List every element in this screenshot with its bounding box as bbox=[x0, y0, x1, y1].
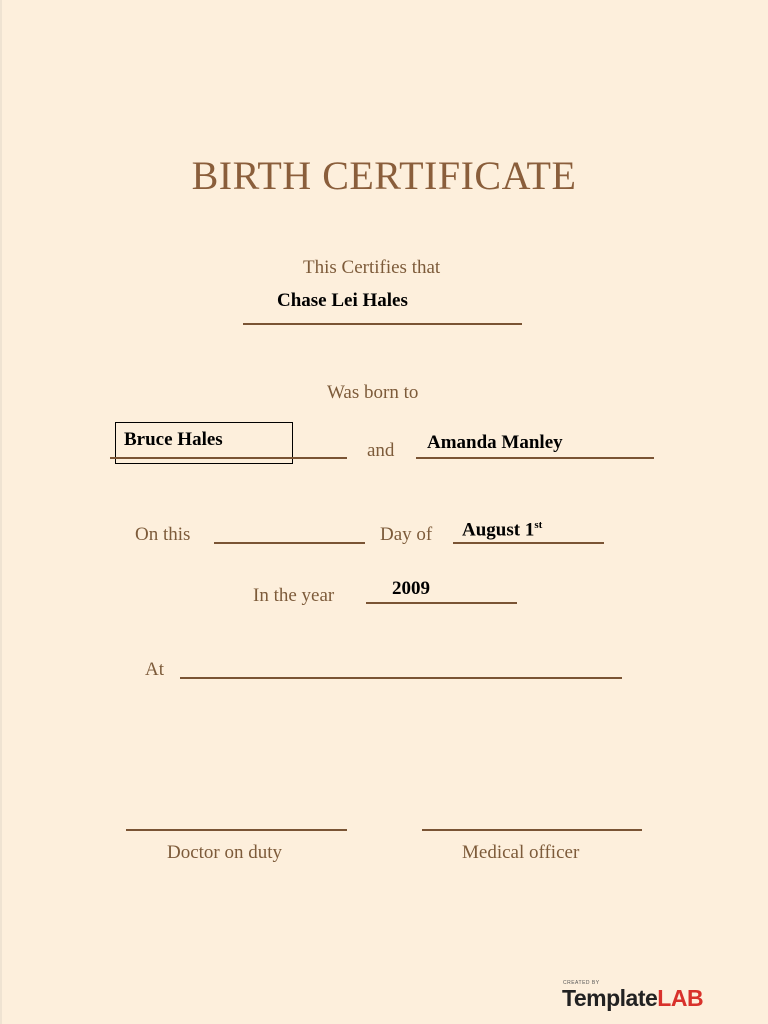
on-this-label: On this bbox=[135, 524, 191, 545]
templatelab-logo bbox=[562, 980, 722, 1014]
logo-part-lab: LAB bbox=[657, 985, 704, 1011]
child-name-line bbox=[243, 323, 522, 325]
born-to-label: Was born to bbox=[327, 382, 419, 403]
month-line bbox=[453, 542, 604, 544]
date-suffix: st bbox=[534, 519, 543, 531]
logo-part-template: Template bbox=[562, 985, 658, 1011]
place-line bbox=[180, 677, 622, 679]
page-title: BIRTH CERTIFICATE bbox=[191, 153, 577, 198]
year-value: 2009 bbox=[392, 578, 430, 599]
officer-signature-line bbox=[422, 829, 642, 831]
date-value bbox=[462, 519, 542, 541]
mother-name-line bbox=[416, 457, 654, 459]
at-label: At bbox=[145, 659, 164, 680]
father-name-value: Bruce Hales bbox=[124, 429, 223, 450]
father-name-line bbox=[110, 457, 347, 459]
year-label: In the year bbox=[253, 585, 335, 606]
doctor-label: Doctor on duty bbox=[167, 842, 283, 863]
doctor-signature-line bbox=[126, 829, 347, 831]
day-line bbox=[214, 542, 365, 544]
and-label: and bbox=[367, 440, 395, 461]
day-of-label: Day of bbox=[380, 524, 433, 545]
logo-created-by: CREATED BY bbox=[563, 980, 600, 986]
officer-label: Medical officer bbox=[462, 842, 580, 863]
child-name-value: Chase Lei Hales bbox=[277, 290, 408, 311]
certifies-label: This Certifies that bbox=[303, 257, 441, 278]
logo-wordmark bbox=[562, 985, 703, 1012]
mother-name-value: Amanda Manley bbox=[427, 432, 563, 453]
year-line bbox=[366, 602, 517, 604]
date-text: August 1 bbox=[462, 519, 535, 541]
